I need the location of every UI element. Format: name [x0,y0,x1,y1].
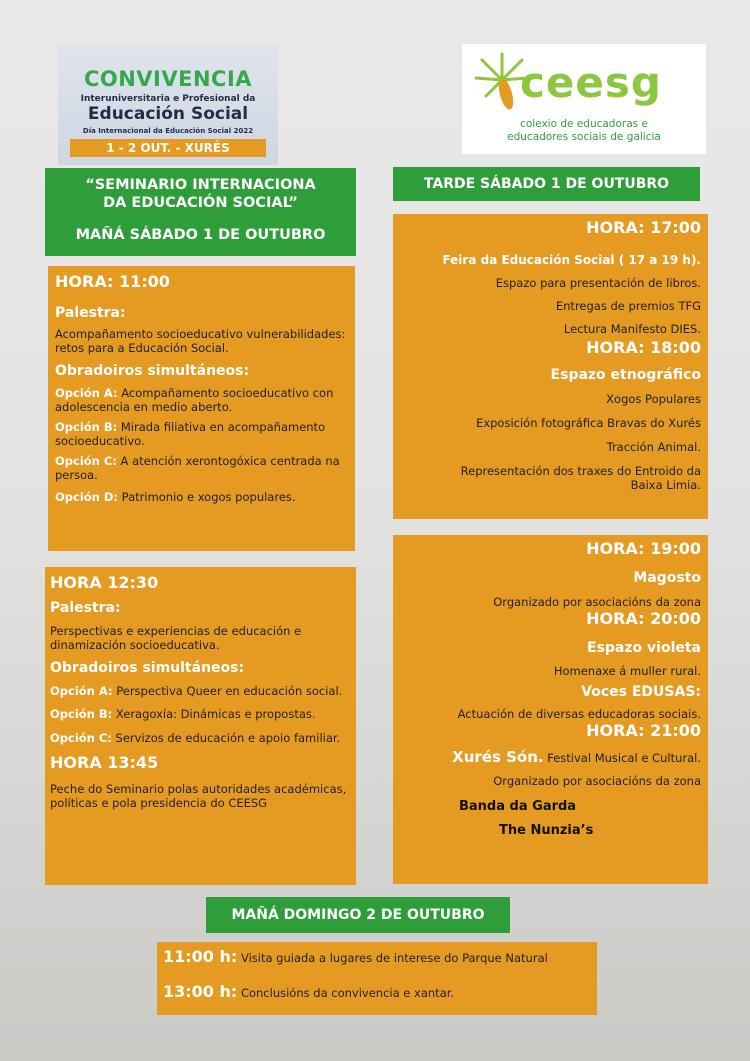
palestra-text: Perspectivas e experiencias de educación e dinamización socioeducativa. [50,624,302,652]
option-text: Xeragoxía: Dinámicas e propostas. [112,707,316,721]
logo-title: CONVIVENCIA [83,67,253,91]
voces-title: Voces EDUSAS: [581,684,701,700]
seminar-header [45,168,356,256]
option-c [50,731,351,745]
ceesg-tagline-1: colexio de educadoras e [520,118,648,130]
obradoiros-title: Obradoiros simultáneos: [55,363,250,379]
logo-dia-internacional: Día Internacional da Educación Social 2022 [82,127,254,135]
sunday-header: MAÑÁ DOMINGO 2 DE OUTUBRO [206,897,510,933]
etno-title: Espazo etnográfico [550,367,701,383]
etno-item: Xogos Populares [606,392,701,406]
magosto-text: Organizado por asociacións da zona [493,595,701,609]
hora-2000: HORA: 20:00 [586,609,701,628]
option-c [55,454,348,482]
option-label: Opción C: [55,454,117,468]
violeta-text: Homenaxe á muller rural. [553,664,701,678]
option-label: Opción A: [55,386,118,400]
feira-title: Feira da Educación Social ( 17 a 19 h). [442,253,701,267]
voces-text: Actuación de diversas educadoras sociais. [457,707,701,721]
option-text: Acompañamento socioeducativo con adolescencia en medio aberto. [55,386,334,414]
ceesg-wordmark: ceesg [520,58,662,107]
etno-item: Tracción Animal. [606,440,701,454]
block-1230 [45,567,356,885]
hora-1800: HORA: 18:00 [586,338,701,357]
sunday-item-2 [163,982,591,1001]
block-1100 [48,266,355,551]
option-b [55,420,348,448]
sunday-time: 11:00 h: [163,947,238,966]
magosto-title: Magosto [633,570,701,586]
seminar-title-3: MAÑÁ SÁBADO 1 DE OUTUBRO [75,227,326,243]
afternoon-header: TARDE SÁBADO 1 DE OUTUBRO [393,167,700,201]
option-label: Opción B: [50,707,113,721]
xures-line [400,750,701,765]
sunday-text: Conclusións da convivencia e xantar. [237,986,455,1000]
feira-item: Lectura Manifesto DIES. [563,322,701,336]
option-b [50,707,351,721]
palestra-text: Acompañamento socioeducativo vulnerabilidades: retos para a Educación Social. [55,327,346,355]
seminar-title-2: DA EDUCACIÓN SOCIAL” [103,195,298,211]
feira-item: Espazo para presentación de libros. [495,276,701,290]
ceesg-tagline-2: educadores sociais de galicia [507,131,661,143]
hora-1900: HORA: 19:00 [586,539,701,558]
etno-item: Exposición fotográfica Bravas do Xurés [476,416,701,430]
obradoiros-title: Obradoiros simultáneos: [50,660,245,676]
hora-1345: HORA 13:45 [50,753,159,772]
option-a [50,684,351,698]
option-label: Opción B: [55,420,118,434]
option-text: Servizos de educación e apoio familiar. [111,731,341,745]
sunday-text: Visita guiada a lugares de interese do Parque Natural [237,951,548,965]
option-text: Patrimonio e xogos populares. [118,490,296,504]
ceesg-tagline [468,118,700,144]
violeta-title: Espazo violeta [587,640,701,656]
sunday-item-1 [163,947,591,966]
hora-2100: HORA: 21:00 [586,721,701,740]
option-label: Opción C: [50,731,112,745]
option-text: A atención xerontogóxica centrada na persoa. [55,454,340,482]
logo-dates: 1 - 2 OUT. - XURÉS [70,139,266,157]
palestra-title: Palestra: [50,600,121,616]
hora-1700: HORA: 17:00 [586,218,701,237]
sunday-block [157,942,597,1015]
ceesg-logo [462,44,706,154]
band-2: The Nunzia’s [499,823,594,838]
option-d [55,490,348,504]
option-label: Opción A: [50,684,113,698]
palestra-title: Palestra: [55,305,126,321]
option-a [55,386,348,414]
closing-text: Peche do Seminario polas autoridades académicas, políticas e pola presidencia do CEESG [50,782,347,810]
feira-item: Entregas de premios TFG [555,299,701,313]
option-text: Mirada filiativa en acompañamento socioeducativo. [55,420,326,448]
seminar-title-1: “SEMINARIO INTERNACIONA [85,177,316,193]
etno-item: Representación dos traxes do Entroido da Baixa Limia. [460,464,701,492]
option-text: Perspectiva Queer en educación social. [112,684,343,698]
xures-org: Organizado por asociacións da zona [493,774,701,788]
option-label: Opción D: [55,490,119,504]
block-1900 [393,535,708,884]
band-1: Banda da Garda [459,799,577,814]
logo-subtitle: Interuniversitaria e Profesional da [80,94,256,104]
logo-educacion-social: Educación Social [87,104,249,124]
sunday-time: 13:00 h: [163,982,238,1001]
hora-1230: HORA 12:30 [50,573,159,592]
xures-title: Xurés Són. [452,748,544,766]
hora-1100: HORA: 11:00 [55,272,170,291]
xures-text: Festival Musical e Cultural. [543,751,701,765]
convivencia-logo [58,45,278,165]
block-1700 [393,214,708,519]
